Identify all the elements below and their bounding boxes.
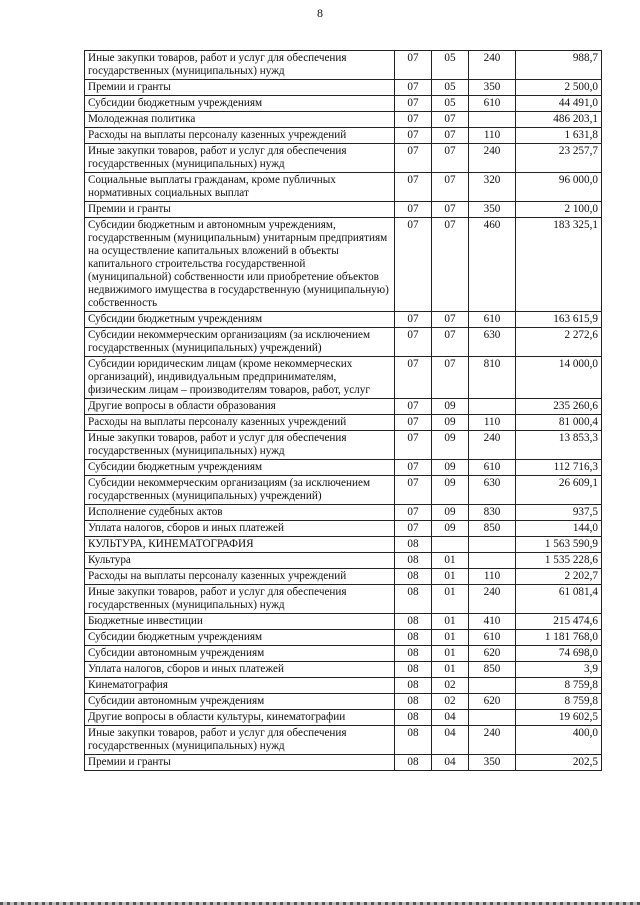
expense-type-code: 630 (469, 476, 516, 505)
section-code: 07 (395, 328, 432, 357)
subsection-code: 07 (432, 202, 469, 218)
table-row (85, 202, 602, 218)
item-name: Субсидии некоммерческим организациям (за исключением государственных (муниципальных) учреждений) (85, 476, 395, 505)
expense-type-code: 620 (469, 646, 516, 662)
expense-type-code: 610 (469, 460, 516, 476)
subsection-code (432, 537, 469, 553)
subsection-code: 09 (432, 460, 469, 476)
amount: 112 716,3 (516, 460, 602, 476)
item-name: Иные закупки товаров, работ и услуг для обеспечения государственных (муниципальных) нужд (85, 144, 395, 173)
subsection-code: 01 (432, 569, 469, 585)
amount: 2 272,6 (516, 328, 602, 357)
table-row (85, 521, 602, 537)
section-code: 08 (395, 569, 432, 585)
subsection-code: 07 (432, 173, 469, 202)
expense-type-code: 240 (469, 726, 516, 755)
item-name: Молодежная политика (85, 112, 395, 128)
expense-type-code: 240 (469, 144, 516, 173)
section-code: 08 (395, 662, 432, 678)
item-name: Иные закупки товаров, работ и услуг для обеспечения государственных (муниципальных) нужд (85, 51, 395, 80)
amount: 96 000,0 (516, 173, 602, 202)
subsection-code: 09 (432, 476, 469, 505)
item-name: Субсидии бюджетным и автономным учреждениям, государственным (муниципальным) унитарным предприятиям на осуществление капитальных вложений в объекты капитального строительства государственной (муниципальной) собственности или приобретение объектов недвижимого имущества в государственную (муниципальную) собственность (85, 218, 395, 312)
expense-type-code: 410 (469, 614, 516, 630)
table-row (85, 173, 602, 202)
table-row (85, 96, 602, 112)
section-code: 07 (395, 218, 432, 312)
amount: 2 100,0 (516, 202, 602, 218)
expense-type-code: 620 (469, 694, 516, 710)
amount: 1 563 590,9 (516, 537, 602, 553)
subsection-code: 01 (432, 646, 469, 662)
expense-type-code: 610 (469, 96, 516, 112)
section-code: 08 (395, 537, 432, 553)
item-name: Субсидии автономным учреждениям (85, 694, 395, 710)
item-name: Премии и гранты (85, 80, 395, 96)
table-row (85, 678, 602, 694)
subsection-code: 05 (432, 96, 469, 112)
amount: 937,5 (516, 505, 602, 521)
section-code: 07 (395, 476, 432, 505)
table-row (85, 726, 602, 755)
expense-type-code: 350 (469, 755, 516, 771)
expense-type-code: 350 (469, 80, 516, 96)
item-name: Субсидии бюджетным учреждениям (85, 630, 395, 646)
amount: 13 853,3 (516, 431, 602, 460)
expense-type-code: 850 (469, 662, 516, 678)
amount: 2 202,7 (516, 569, 602, 585)
subsection-code: 07 (432, 218, 469, 312)
amount: 61 081,4 (516, 585, 602, 614)
subsection-code: 09 (432, 521, 469, 537)
section-code: 07 (395, 112, 432, 128)
section-code: 07 (395, 312, 432, 328)
amount: 74 698,0 (516, 646, 602, 662)
table-row (85, 218, 602, 312)
expense-type-code: 610 (469, 630, 516, 646)
page-number: 8 (317, 6, 323, 20)
amount: 1 631,8 (516, 128, 602, 144)
table-row (85, 460, 602, 476)
table-row (85, 312, 602, 328)
expense-type-code (469, 537, 516, 553)
section-code: 07 (395, 202, 432, 218)
subsection-code: 04 (432, 755, 469, 771)
amount: 2 500,0 (516, 80, 602, 96)
section-code: 07 (395, 460, 432, 476)
expense-type-code: 350 (469, 202, 516, 218)
item-name: Расходы на выплаты персоналу казенных учреждений (85, 569, 395, 585)
item-name: Другие вопросы в области культуры, кинематографии (85, 710, 395, 726)
expense-type-code: 830 (469, 505, 516, 521)
table-row (85, 80, 602, 96)
amount: 26 609,1 (516, 476, 602, 505)
expense-type-code: 610 (469, 312, 516, 328)
amount: 1 535 228,6 (516, 553, 602, 569)
expense-type-code (469, 678, 516, 694)
subsection-code: 07 (432, 144, 469, 173)
amount: 3,9 (516, 662, 602, 678)
table-row (85, 553, 602, 569)
table-row (85, 537, 602, 553)
subsection-code: 01 (432, 630, 469, 646)
item-name: Премии и гранты (85, 755, 395, 771)
subsection-code: 04 (432, 710, 469, 726)
table-row (85, 431, 602, 460)
item-name: Уплата налогов, сборов и иных платежей (85, 662, 395, 678)
section-code: 07 (395, 173, 432, 202)
item-name: КУЛЬТУРА, КИНЕМАТОГРАФИЯ (85, 537, 395, 553)
amount: 144,0 (516, 521, 602, 537)
table-row (85, 399, 602, 415)
subsection-code: 07 (432, 112, 469, 128)
budget-table-body (85, 51, 602, 771)
item-name: Культура (85, 553, 395, 569)
table-row (85, 112, 602, 128)
item-name: Субсидии бюджетным учреждениям (85, 460, 395, 476)
section-code: 08 (395, 710, 432, 726)
amount: 44 491,0 (516, 96, 602, 112)
section-code: 07 (395, 144, 432, 173)
expense-type-code: 810 (469, 357, 516, 399)
subsection-code: 01 (432, 585, 469, 614)
subsection-code: 05 (432, 51, 469, 80)
table-row (85, 415, 602, 431)
table-row (85, 710, 602, 726)
amount: 988,7 (516, 51, 602, 80)
amount: 215 474,6 (516, 614, 602, 630)
expense-type-code: 240 (469, 51, 516, 80)
item-name: Другие вопросы в области образования (85, 399, 395, 415)
section-code: 07 (395, 96, 432, 112)
subsection-code: 02 (432, 694, 469, 710)
subsection-code: 01 (432, 614, 469, 630)
expense-type-code: 110 (469, 128, 516, 144)
item-name: Бюджетные инвестиции (85, 614, 395, 630)
table-row (85, 694, 602, 710)
table-row (85, 614, 602, 630)
section-code: 07 (395, 431, 432, 460)
item-name: Субсидии юридическим лицам (кроме некоммерческих организаций), индивидуальным предпринимателям, физическим лицам – производителям товаров, работ, услуг (85, 357, 395, 399)
section-code: 07 (395, 505, 432, 521)
expense-type-code: 460 (469, 218, 516, 312)
amount: 19 602,5 (516, 710, 602, 726)
section-code: 08 (395, 585, 432, 614)
expense-type-code: 110 (469, 415, 516, 431)
section-code: 08 (395, 553, 432, 569)
expense-type-code: 320 (469, 173, 516, 202)
expense-type-code (469, 399, 516, 415)
table-row (85, 144, 602, 173)
amount: 14 000,0 (516, 357, 602, 399)
amount: 400,0 (516, 726, 602, 755)
subsection-code: 01 (432, 553, 469, 569)
section-code: 07 (395, 357, 432, 399)
expense-type-code: 630 (469, 328, 516, 357)
item-name: Субсидии бюджетным учреждениям (85, 96, 395, 112)
item-name: Расходы на выплаты персоналу казенных учреждений (85, 128, 395, 144)
item-name: Кинематография (85, 678, 395, 694)
section-code: 08 (395, 630, 432, 646)
expense-type-code: 240 (469, 431, 516, 460)
subsection-code: 07 (432, 128, 469, 144)
amount: 8 759,8 (516, 678, 602, 694)
item-name: Премии и гранты (85, 202, 395, 218)
expense-type-code: 240 (469, 585, 516, 614)
table-row (85, 476, 602, 505)
subsection-code: 09 (432, 399, 469, 415)
amount: 183 325,1 (516, 218, 602, 312)
table-row (85, 357, 602, 399)
section-code: 08 (395, 694, 432, 710)
expense-type-code (469, 553, 516, 569)
subsection-code: 05 (432, 80, 469, 96)
section-code: 08 (395, 678, 432, 694)
subsection-code: 02 (432, 678, 469, 694)
section-code: 07 (395, 128, 432, 144)
item-name: Уплата налогов, сборов и иных платежей (85, 521, 395, 537)
section-code: 07 (395, 415, 432, 431)
section-code: 07 (395, 399, 432, 415)
subsection-code: 09 (432, 431, 469, 460)
subsection-code: 09 (432, 415, 469, 431)
expense-type-code (469, 710, 516, 726)
item-name: Иные закупки товаров, работ и услуг для обеспечения государственных (муниципальных) нужд (85, 726, 395, 755)
subsection-code: 07 (432, 328, 469, 357)
item-name: Иные закупки товаров, работ и услуг для обеспечения государственных (муниципальных) нужд (85, 431, 395, 460)
subsection-code: 01 (432, 662, 469, 678)
item-name: Расходы на выплаты персоналу казенных учреждений (85, 415, 395, 431)
table-row (85, 51, 602, 80)
section-code: 07 (395, 521, 432, 537)
table-row (85, 585, 602, 614)
section-code: 07 (395, 51, 432, 80)
table-row (85, 646, 602, 662)
expense-type-code: 110 (469, 569, 516, 585)
section-code: 07 (395, 80, 432, 96)
subsection-code: 07 (432, 312, 469, 328)
item-name: Субсидии автономным учреждениям (85, 646, 395, 662)
table-row (85, 755, 602, 771)
item-name: Социальные выплаты гражданам, кроме публичных нормативных социальных выплат (85, 173, 395, 202)
table-row (85, 505, 602, 521)
expense-type-code (469, 112, 516, 128)
table-row (85, 569, 602, 585)
section-code: 08 (395, 646, 432, 662)
subsection-code: 09 (432, 505, 469, 521)
subsection-code: 04 (432, 726, 469, 755)
amount: 202,5 (516, 755, 602, 771)
amount: 1 181 768,0 (516, 630, 602, 646)
amount: 486 203,1 (516, 112, 602, 128)
table-row (85, 328, 602, 357)
table-row (85, 128, 602, 144)
item-name: Субсидии некоммерческим организациям (за исключением государственных (муниципальных) учреждений) (85, 328, 395, 357)
section-code: 08 (395, 755, 432, 771)
table-row (85, 662, 602, 678)
amount: 81 000,4 (516, 415, 602, 431)
amount: 235 260,6 (516, 399, 602, 415)
subsection-code: 07 (432, 357, 469, 399)
expense-type-code: 850 (469, 521, 516, 537)
item-name: Субсидии бюджетным учреждениям (85, 312, 395, 328)
section-code: 08 (395, 614, 432, 630)
budget-table (84, 50, 602, 771)
amount: 163 615,9 (516, 312, 602, 328)
amount: 23 257,7 (516, 144, 602, 173)
item-name: Иные закупки товаров, работ и услуг для обеспечения государственных (муниципальных) нужд (85, 585, 395, 614)
section-code: 08 (395, 726, 432, 755)
amount: 8 759,8 (516, 694, 602, 710)
table-row (85, 630, 602, 646)
item-name: Исполнение судебных актов (85, 505, 395, 521)
